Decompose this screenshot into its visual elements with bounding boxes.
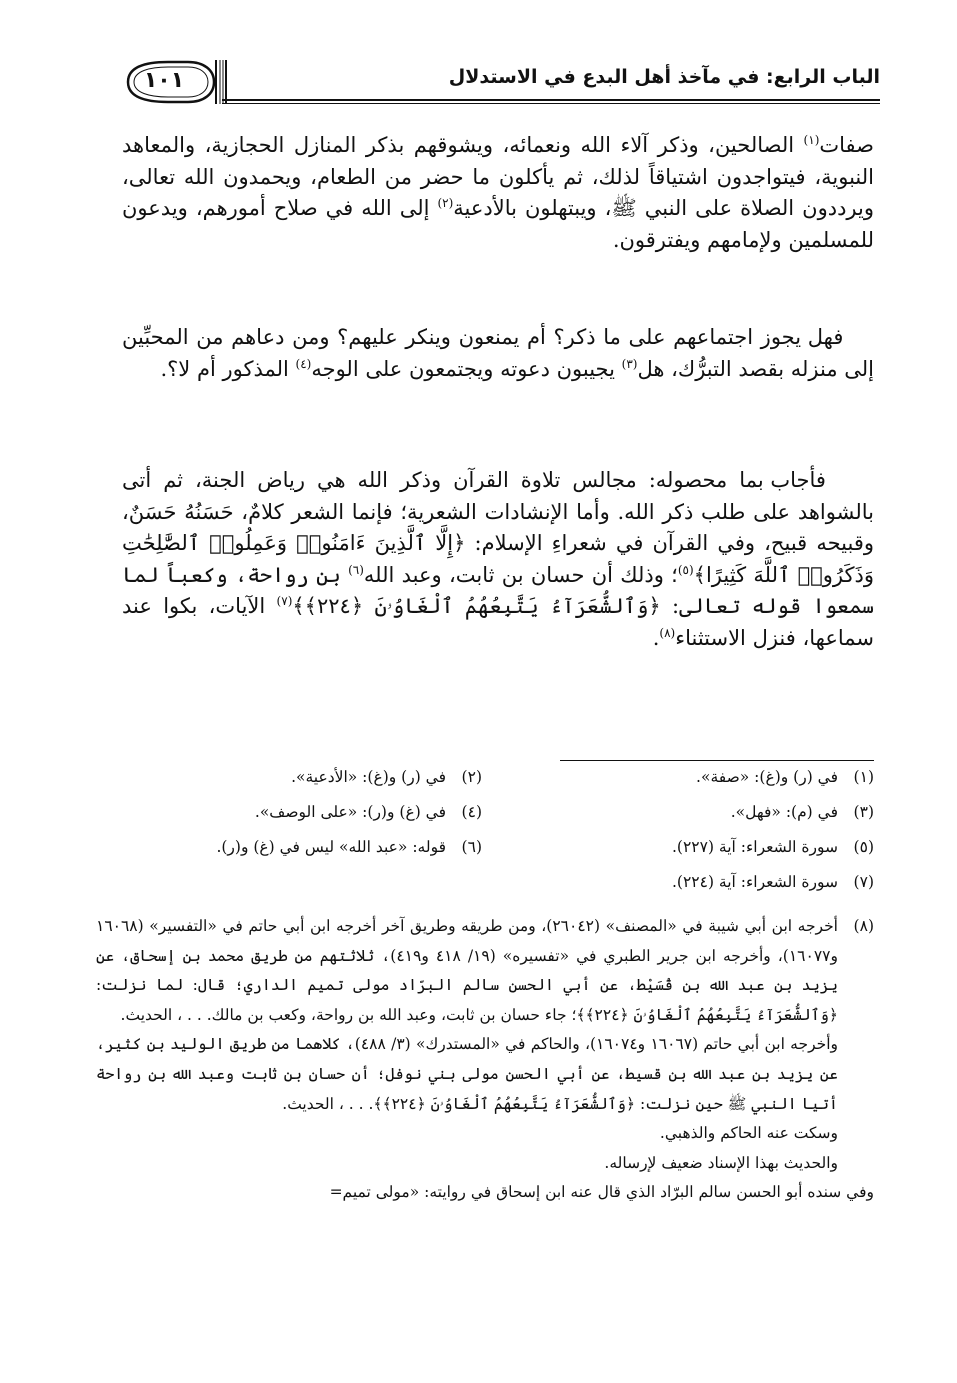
footnote-8: (٨) أخرجه ابن أبي شيبة في «المصنف» (٢٦٠٤٢)، ومن طريقه وطريق آخر أخرجه ابن أبي حاتم في «التفسير» (١٦٠٦٨ و١٦٠٧٧)، وأخرجه ابن جرير الطبري في «تفسيره» (١٩/ ٤١٨ و٤١٩)، ثلاثتهم من طريق محمد بن إسحاق، عن يزيد بن عبد الله بن قُسَيْط، عن أبي الحسن سالم البرّاد مولى تميم الداري؛ قال: لما نزلت: ﴿وَٱلشُّعَرَآءُ يَتَّبِعُهُمُ ٱلْغَاوُۥنَ ﴿٢٢٤﴾﴾؛ جاء حسان بن ثابت، وعبد الله بن رواحة، وكعب بن مالك. . . ، الحديث. وأخرجه ابن أبي حاتم (١٦٠٦٧ و١٦٠٧٤)، والحاكم في «المستدرك» (٣/ ٤٨٨)، كلاهما من طريق الوليد بن كثير، عن يزيد بن عبد الله بن قسيط، عن أبي الحسن مولى بني نوفل؛ أن حسان بن ثابت وعبد الله بن رواحة أتيا النبي ﷺ حين نزلت: ﴿وَٱلشُّعَرَآءُ يَتَّبِعُهُمُ ٱلْغَاوُۥنَ ﴿٢٢٤﴾﴾. . . ، الحديث. وسكت عنه الحاكم والذهبي. والحديث بهذا الإسناد ضعيف لإرساله. وفي سنده أبو الحسن سالم البرّاد الذي قال عنه ابن إسحاق في روايته: «مولى تميم= [92, 912, 874, 1208]
footnotes-short [92, 768, 874, 905]
paragraph-3: فأجاب بما محصوله: مجالس تلاوة القرآن وذكر الله هي رياض الجنة، ثم أتى بالشواهد على طلب ذكر الله. وأما الإنشادات الشعرية؛ فإنما الشعر كلامٌ، حَسَنُهُ حَسَنٌ، وقبيحه قبيح، وفي القرآن في شعراءِ الإسلام: ﴿إِلَّا ٱلَّذِينَ ءَامَنُوا۟ وَعَمِلُوا۟ ٱلصَّٰلِحَٰتِ وَذَكَرُوا۟ ٱللَّهَ كَثِيرًا﴾$^{(٥)}$؛ وذلك أن حسان بن ثابت، وعبد الله$^{(٦)}$ بن رواحة، وكعباً لما سمعوا قوله تعالى: ﴿وَٱلشُّعَرَآءُ يَتَّبِعُهُمُ ٱلْغَاوُۥنَ ﴿٢٢٤﴾﴾$^{(٧)}$ الآيات، بكوا عند سماعها، فنزل الاستثناء$^{(٨)}$. [122, 468, 875, 650]
footnote-1: (١)في (ر) و(غ): «صفة». [696, 768, 874, 786]
footnote-ref-7[interactable]: (٧) [276, 594, 293, 608]
footnote-row [92, 803, 874, 838]
header-rule-thin [222, 103, 880, 104]
footnote-6: (٦)قوله: «عبد الله» ليس في (غ) و(ر). [216, 838, 482, 856]
page-number: ١٠١ [143, 68, 185, 93]
footnote-8-text-3: وسكت عنه الحاكم والذهبي. [659, 1124, 838, 1143]
footnote-row [92, 838, 874, 873]
footnote-ref-6[interactable]: (٦) [348, 562, 364, 577]
footnote-row [92, 768, 874, 803]
page-header [118, 56, 880, 108]
footnote-ref-5[interactable]: (٥) [677, 562, 694, 577]
footnote-row [92, 873, 874, 905]
footnote-8-text-5: وفي سنده أبو الحسن سالم البرّاد الذي قال عنه ابن إسحاق في روايته: «مولى تميم= [329, 1183, 874, 1202]
header-rule [222, 99, 880, 101]
running-title: الباب الرابع: في مآخذ أهل البدع في الاستدلال [448, 66, 880, 88]
footnote-ref-2[interactable]: (٢) [437, 196, 454, 210]
footnote-3: (٣)في (م): «فهل». [730, 803, 874, 821]
footnote-8-text-4: والحديث بهذا الإسناد ضعيف لإرساله. [604, 1153, 838, 1172]
paragraph-1: صفات$^{(١)}$ الصالحين، وذكر آلاء الله ونعمائه، ويشوقهم بذكر المنازل الحجازية، والمعاهد النبوية، فيتواجدون اشتياقاً لذلك، ثم يأكلون ما حضر من الطعام، ويحمدون الله تعالى، ويرددون الصلاة على النبي ﷺ، ويبتهلون بالأدعية$^{(٢)}$ إلى الله في صلاح أمورهم، ويدعون للمسلمين ولإمامهم ويفترقون. [122, 133, 874, 252]
footnote-ref-8[interactable]: (٨) [659, 625, 676, 640]
paragraph-2: فهل يجوز اجتماعهم على ما ذكر؟ أم يمنعون وينكر عليهم؟ ومن دعاهم من المحبِّين إلى منزله بقصد التبرُّك، هل$^{(٣)}$ يجيبون دعوته ويجتمعون على الوجه$^{(٤)}$ المذكور أم لا؟. [122, 325, 874, 381]
footnote-8-text-1: أخرجه ابن أبي شيبة في «المصنف» (٢٦٠٤٢)، ومن طريقه وطريق آخر أخرجه ابن أبي حاتم في «التفسير» (١٦٠٦٨ و١٦٠٧٧)، وأخرجه ابن جرير الطبري في «تفسيره» (١٩/ ٤١٨ و٤١٩)، ثلاثتهم من طريق محمد بن إسحاق، عن يزيد بن عبد الله بن قُسَيْط، عن أبي الحسن سالم البرّاد مولى تميم الداري؛ قال: لما نزلت: ﴿وَٱلشُّعَرَآءُ يَتَّبِعُهُمُ ٱلْغَاوُۥنَ ﴿٢٢٤﴾﴾؛ جاء حسان بن ثابت، وعبد الله بن رواحة، وكعب بن مالك. . . ، الحديث. [96, 917, 838, 1024]
footnote-separator [560, 760, 874, 761]
footnote-8-text-2: وأخرجه ابن أبي حاتم (١٦٠٦٧ و١٦٠٧٤)، والحاكم في «المستدرك» (٣/ ٤٨٨)، كلاهما من طريق الوليد بن كثير، عن يزيد بن عبد الله بن قسيط، عن أبي الحسن مولى بني نوفل؛ أن حسان بن ثابت وعبد الله بن رواحة أتيا النبي ﷺ حين نزلت: ﴿وَٱلشُّعَرَآءُ يَتَّبِعُهُمُ ٱلْغَاوُۥنَ ﴿٢٢٤﴾﴾. . . ، الحديث. [96, 1035, 838, 1113]
footnote-5: (٥)سورة الشعراء: آية (٢٢٧). [671, 838, 874, 856]
footnote-7: (٧)سورة الشعراء: آية (٢٢٤). [671, 873, 874, 891]
footnote-2: (٢)في (ر) و(غ): «الأدعية». [291, 768, 482, 786]
footnote-4: (٤)في (غ) و(ر): «على الوصف». [254, 803, 482, 821]
footnote-ref-1[interactable]: (١) [803, 133, 820, 147]
footnote-ref-3[interactable]: (٣) [621, 356, 638, 371]
footnote-ref-4[interactable]: (٤) [295, 356, 312, 371]
